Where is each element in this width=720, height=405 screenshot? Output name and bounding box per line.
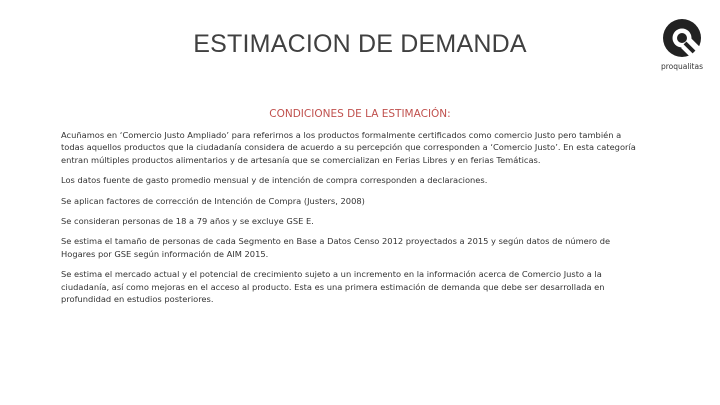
logo-mark-icon xyxy=(654,16,710,62)
paragraph-personas: Se consideran personas de 18 a 79 años y se excluye GSE E. xyxy=(61,216,314,227)
paragraph-comercio-justo: Acuñamos en ‘Comercio Justo Ampliado’ para referirnos a los productos formalmente certificados como comercio Justo pero también a todas aquellos productos que la ciudadanía considera de acuerdo a su percepción que corresponden a ‘Comercio Justo’. En esta categoría entran múltiples productos alimentarios y de artesanía que se comercializan en Ferias Libres y en ferias Temáticas. xyxy=(61,130,636,165)
conditions-body xyxy=(61,129,641,313)
paragraph-factores-correccion: Se aplican factores de corrección de Intención de Compra (Justers, 2008) xyxy=(61,195,365,206)
logo-text: proqualitas xyxy=(661,62,703,71)
section-subtitle: CONDICIONES DE LA ESTIMACIÓN: xyxy=(269,108,451,120)
paragraph-mercado-actual: Se estima el mercado actual y el potencial de crecimiento sujeto a un incremento en la información acerca de Comercio Justo a la ciudadanía, así como mejoras en el acceso al producto. Esta es una primera estimación de demanda que debe ser desarrollada en profundidad en estudios posteriores. xyxy=(61,269,605,305)
paragraph-tamano-segmento: Se estima el tamaño de personas de cada Segmento en Base a Datos Censo 2012 proyectados a 2015 y según datos de número de Hogares por GSE según información de AIM 2015. xyxy=(61,236,611,259)
slide-title: ESTIMACION DE DEMANDA xyxy=(193,30,527,58)
paragraph-datos-fuente: Los datos fuente de gasto promedio mensual y de intención de compra corresponden a declaraciones. xyxy=(61,175,488,186)
proqualitas-logo xyxy=(654,16,710,76)
